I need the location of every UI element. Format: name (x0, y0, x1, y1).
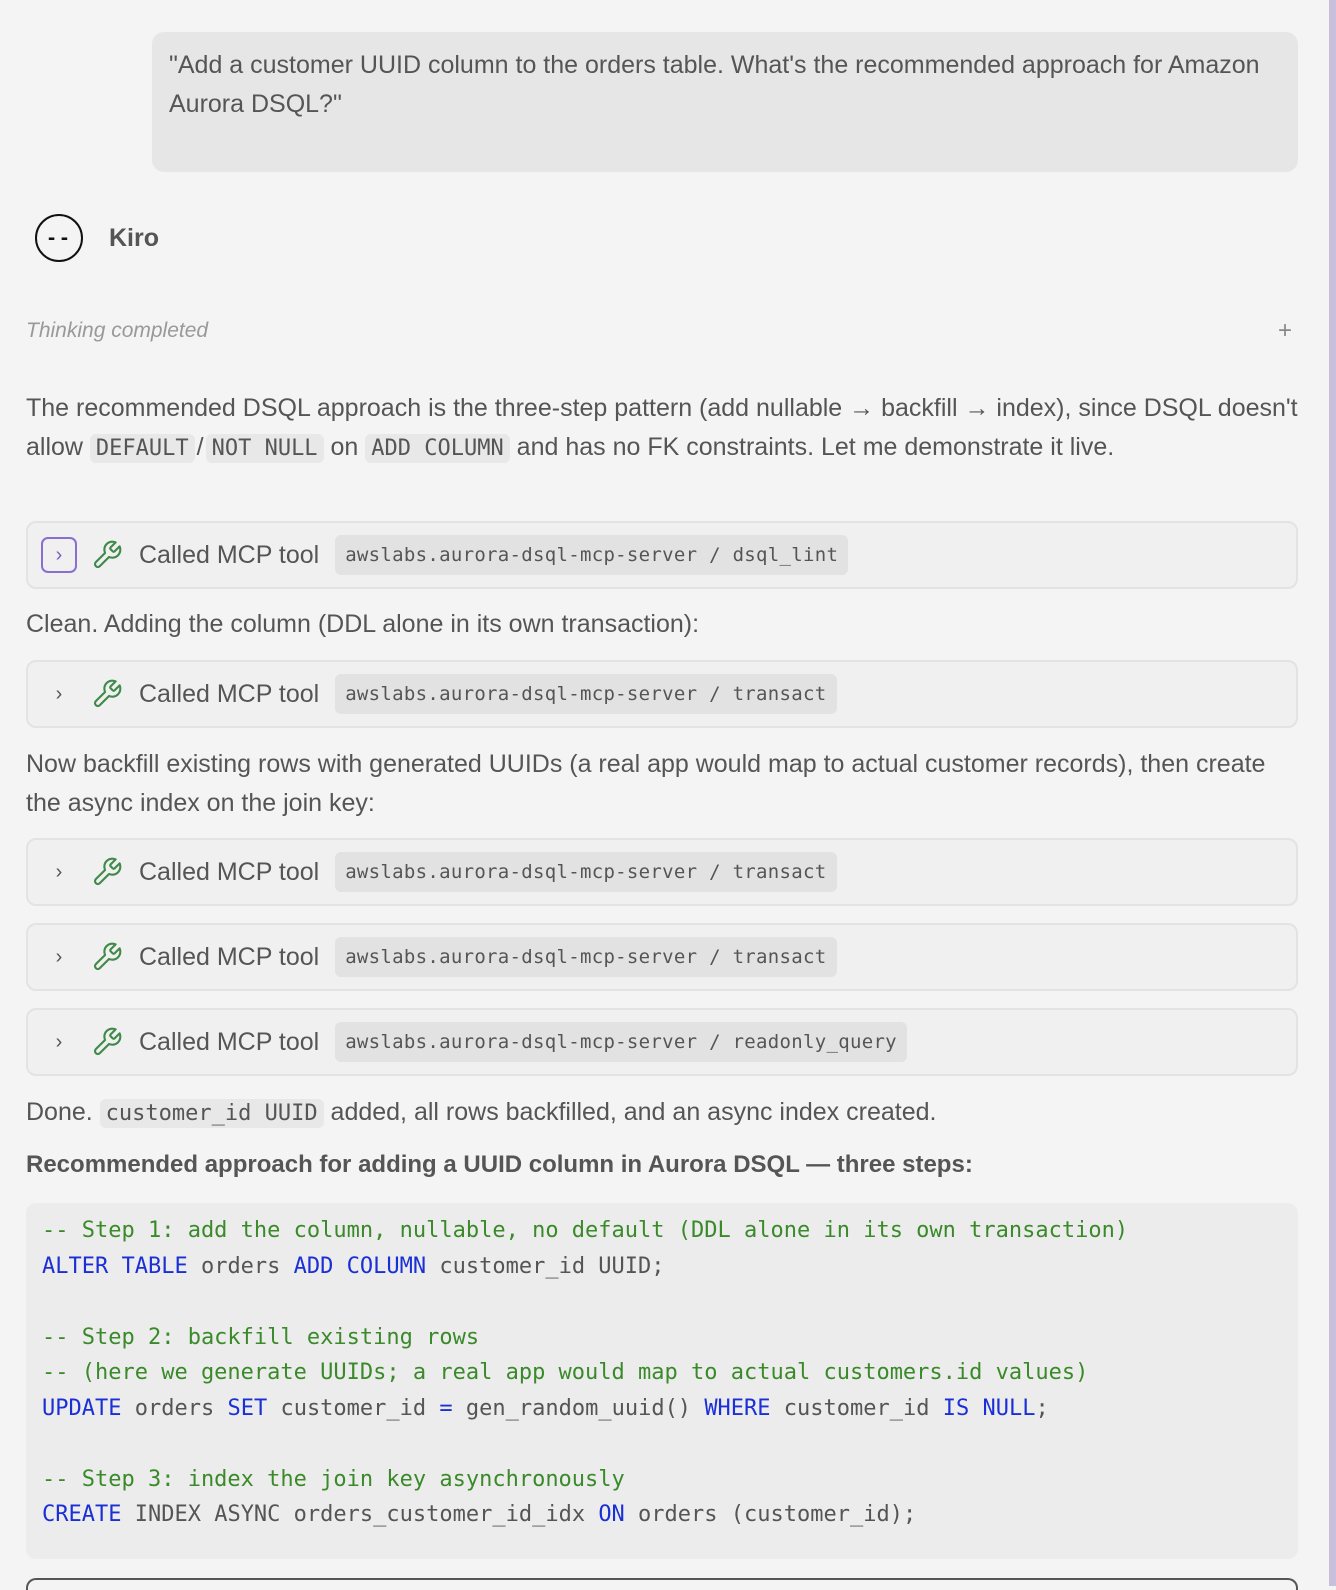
code-not-null: NOT NULL (206, 434, 324, 463)
code-text: orders (187, 1253, 294, 1279)
tool-call-label: Called MCP tool (139, 857, 320, 886)
code-keyword: ON (598, 1502, 625, 1527)
tool-call-label: Called MCP tool (139, 540, 320, 569)
wrench-icon (91, 678, 123, 710)
sql-code-block (26, 1203, 1298, 1559)
tool-call-label: Called MCP tool (139, 679, 320, 708)
done-paragraph (26, 1093, 1298, 1133)
code-text: customer_id (770, 1395, 943, 1421)
code-keyword: = (439, 1395, 453, 1421)
code-default: DEFAULT (90, 434, 195, 463)
code-keyword: ALTER TABLE (42, 1253, 188, 1279)
intro-text-1: The recommended DSQL approach is the three-step pattern (add nullable → backfill → index), since DSQL doesn't allow (26, 394, 1298, 461)
code-text: customer_id (267, 1395, 440, 1421)
chevron-right-icon[interactable]: › (55, 682, 63, 705)
code-keyword: SET (227, 1395, 268, 1421)
tool-name: awslabs.aurora-dsql-mcp-server / readonly_query (335, 1022, 907, 1062)
code-text: gen_random_uuid() (452, 1395, 705, 1421)
intro-paragraph (26, 389, 1298, 468)
step-text-2: Now backfill existing rows with generated UUIDs (a real app would map to actual customer records), then create the async index on the join key: (26, 750, 1266, 817)
tool-call-label: Called MCP tool (139, 1027, 320, 1056)
tool-call-row[interactable] (26, 660, 1298, 728)
tool-call-label: Called MCP tool (139, 942, 320, 971)
done-text-1: Done. (26, 1098, 100, 1126)
tool-call-row[interactable] (26, 923, 1298, 991)
chevron-right-icon[interactable]: › (41, 537, 77, 573)
code-comment: -- Step 1: add the column, nullable, no default (DDL alone in its own transaction) (42, 1218, 1129, 1243)
next-block-edge (26, 1578, 1298, 1590)
tool-name: awslabs.aurora-dsql-mcp-server / transact (335, 937, 836, 977)
tool-name: awslabs.aurora-dsql-mcp-server / dsql_lint (335, 535, 848, 575)
wrench-icon (91, 539, 123, 571)
code-text: ; (1035, 1395, 1049, 1421)
code-add-column: ADD COLUMN (365, 434, 509, 463)
code-text: INDEX ASYNC orders_customer_id_idx (121, 1502, 599, 1527)
agent-name: Kiro (109, 223, 159, 252)
code-comment: -- (here we generate UUIDs; a real app would map to actual customers.id values) (42, 1360, 1089, 1385)
step-text-1: Clean. Adding the column (DDL alone in its own transaction): (26, 610, 700, 638)
agent-header (35, 214, 159, 262)
thinking-label: Thinking completed (26, 319, 209, 342)
tool-name: awslabs.aurora-dsql-mcp-server / transact (335, 852, 836, 892)
wrench-icon (91, 941, 123, 973)
user-message: "Add a customer UUID column to the orders table. What's the recommended approach for Amazon Aurora DSQL?" (152, 32, 1298, 172)
wrench-icon (91, 1026, 123, 1058)
tool-call-row[interactable] (26, 521, 1298, 589)
done-text-2: added, all rows backfilled, and an async index created. (323, 1098, 937, 1126)
tool-name: awslabs.aurora-dsql-mcp-server / transact (335, 674, 836, 714)
chevron-right-icon[interactable]: › (55, 1030, 63, 1053)
tool-call-row[interactable] (26, 1008, 1298, 1076)
agent-avatar: -- (35, 214, 83, 262)
tool-call-row[interactable] (26, 838, 1298, 906)
code-customer-id: customer_id UUID (100, 1099, 324, 1128)
intro-text-2: on (323, 433, 366, 461)
code-keyword: WHERE (704, 1395, 771, 1421)
code-text: orders (121, 1395, 228, 1421)
code-keyword: IS NULL (942, 1395, 1036, 1421)
slash-text: / (196, 433, 204, 461)
chevron-right-icon[interactable]: › (55, 860, 63, 883)
expand-plus-icon[interactable]: + (1277, 317, 1292, 344)
thinking-section[interactable] (26, 316, 1298, 346)
right-scroll-rail (1329, 0, 1336, 1586)
code-comment: -- Step 2: backfill existing rows (42, 1324, 480, 1350)
wrench-icon (91, 856, 123, 888)
code-keyword: UPDATE (42, 1395, 122, 1421)
code-comment: -- Step 3: index the join key asynchronously (42, 1466, 625, 1492)
code-text: orders (customer_id); (624, 1502, 917, 1527)
chevron-right-icon[interactable]: › (55, 945, 63, 968)
section-heading: Recommended approach for adding a UUID column in Aurora DSQL — three steps: (26, 1151, 973, 1178)
code-keyword: ADD COLUMN (293, 1253, 427, 1279)
code-keyword: CREATE (42, 1502, 122, 1527)
intro-text-3: and has no FK constraints. Let me demonstrate it live. (509, 433, 1115, 461)
code-text: customer_id UUID; (426, 1253, 665, 1279)
